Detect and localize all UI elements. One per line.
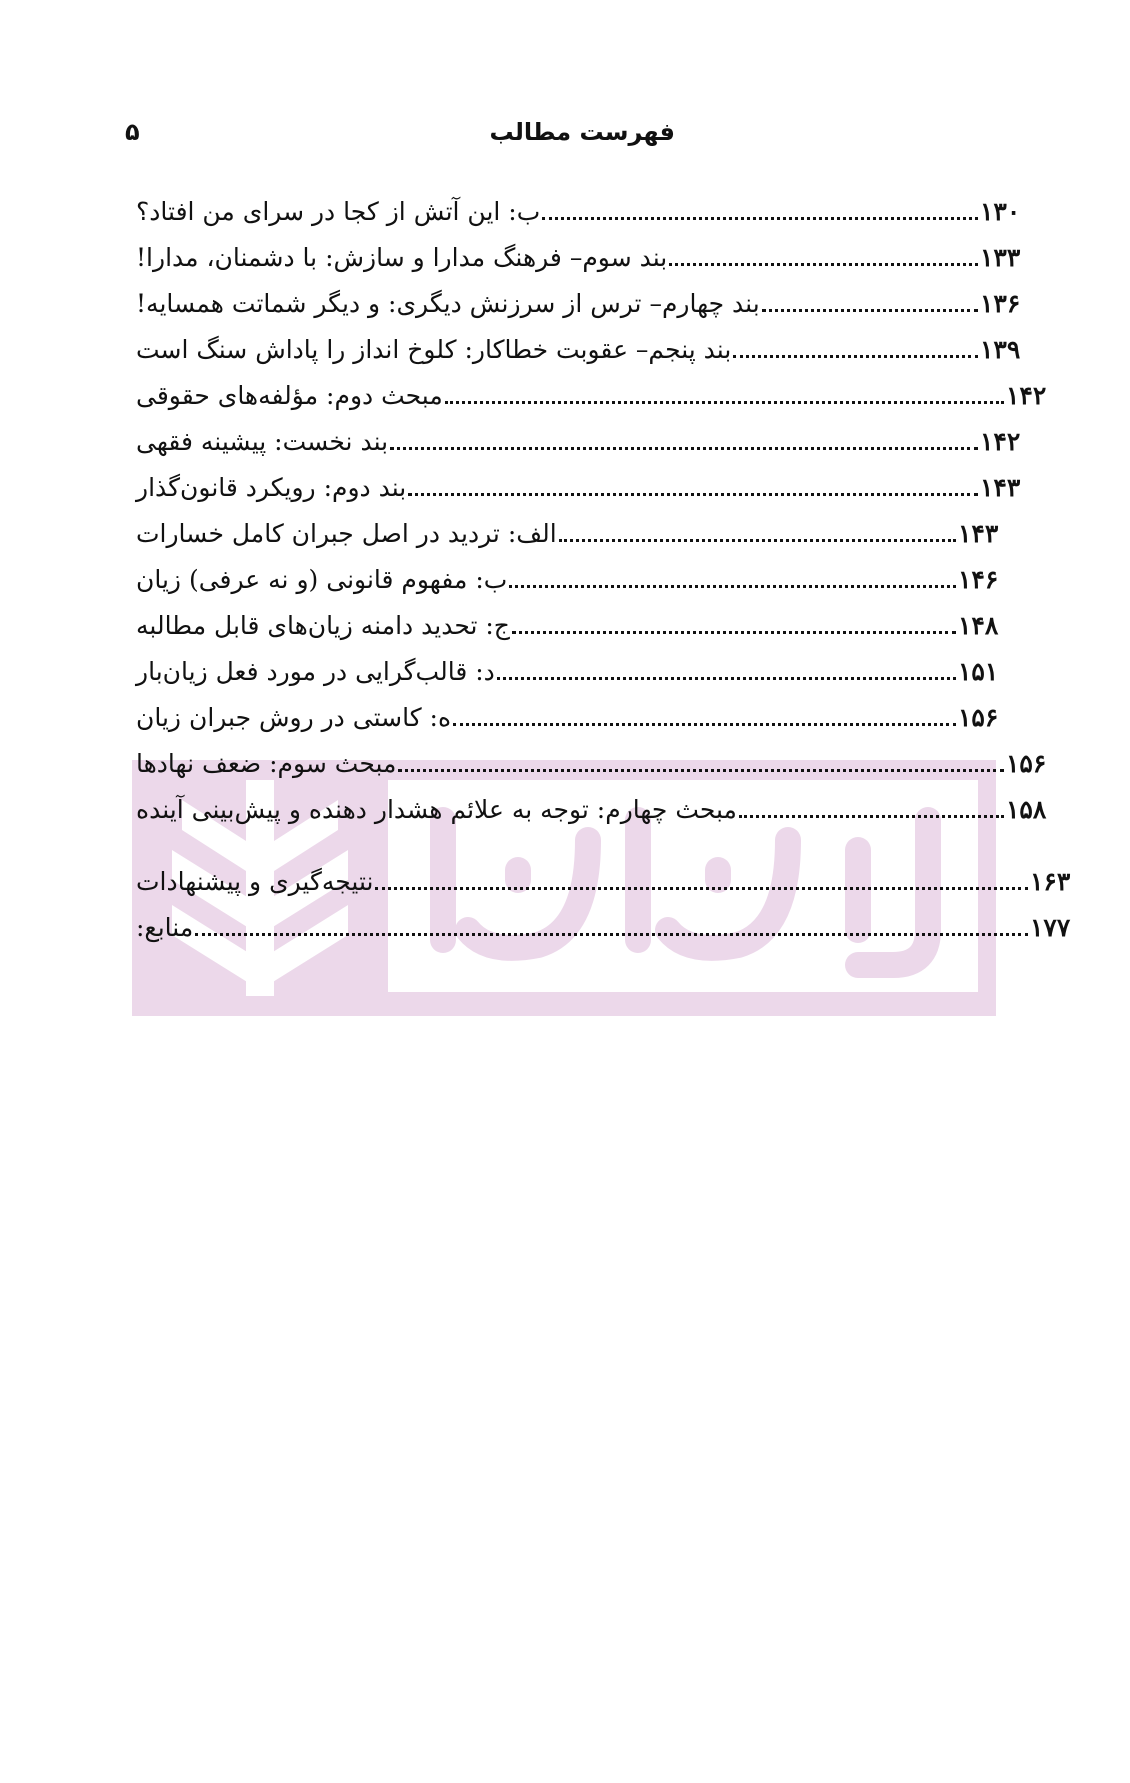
- toc-dot-leader: [445, 400, 1004, 404]
- toc-entry-title: مبحث چهارم: توجه به علائم هشدار دهنده و پیش‌بینی آینده: [136, 795, 737, 824]
- toc-entry-page: ۱۵۸: [1006, 795, 1047, 824]
- toc-entry[interactable]: [130, 466, 1028, 510]
- toc-dot-leader: [512, 630, 956, 634]
- toc-dot-leader: [408, 492, 978, 496]
- toc-entry-title: بند چهارم– ترس از سرزنش دیگری: و دیگر شماتت همسایه!: [136, 289, 760, 318]
- toc-entry[interactable]: [130, 420, 1028, 464]
- toc-dot-leader: [509, 584, 956, 588]
- toc-dot-leader: [669, 262, 978, 266]
- toc-entry-page: ۱۴۸: [958, 611, 999, 640]
- toc-dot-leader: [453, 722, 956, 726]
- toc-dot-leader: [375, 886, 1028, 890]
- toc-dot-leader: [390, 446, 978, 450]
- toc-entry-title: ج: تحدید دامنه زیان‌های قابل مطالبه: [136, 611, 510, 640]
- toc-entry-page: ۱۴۶: [958, 565, 999, 594]
- toc-entry-page: ۱۵۱: [958, 657, 999, 686]
- toc-entry-page: ۱۵۶: [958, 703, 999, 732]
- toc-entry-page: ۱۶۳: [1030, 867, 1071, 896]
- toc-entry[interactable]: [130, 650, 1006, 694]
- toc-entry[interactable]: [130, 236, 1028, 280]
- toc-entry[interactable]: [130, 788, 1054, 832]
- toc-entry-title: منابع:: [136, 913, 194, 942]
- toc-dot-leader: [559, 538, 956, 542]
- toc-entry[interactable]: [130, 282, 1028, 326]
- toc-entry-page: ۱۴۲: [1006, 381, 1047, 410]
- toc-entry[interactable]: [130, 328, 1028, 372]
- toc-entry-page: ۱۳۳: [980, 243, 1021, 272]
- toc-entry-title: د: قالب‌گرایی در مورد فعل زیان‌بار: [136, 657, 495, 686]
- toc-entry[interactable]: [130, 742, 1054, 786]
- toc-entry-page: ۱۴۳: [980, 473, 1021, 502]
- toc-dot-leader: [762, 308, 978, 312]
- toc-entry[interactable]: [130, 190, 1028, 234]
- toc-entry[interactable]: [130, 558, 1006, 602]
- toc-entry-page: ۱۴۲: [980, 427, 1021, 456]
- toc-entry-title: بند دوم: رویکرد قانون‌گذار: [136, 473, 407, 502]
- toc-dot-leader: [733, 354, 978, 358]
- toc-entry[interactable]: [130, 696, 1006, 740]
- toc-entry-title: ه: کاستی در روش جبران زیان: [136, 703, 452, 732]
- toc-entry-title: مبحث دوم: مؤلفه‌های حقوقی: [136, 381, 443, 410]
- toc-entry-title: مبحث سوم: ضعف نهادها: [136, 749, 397, 778]
- toc-entry-title: ب: مفهوم قانونی (و نه عرفی) زیان: [136, 565, 508, 594]
- toc-entry[interactable]: [130, 906, 1078, 950]
- toc-dot-leader: [497, 676, 956, 680]
- toc-entry-page: ۱۳۶: [980, 289, 1021, 318]
- toc-entry[interactable]: [130, 860, 1078, 904]
- toc-dot-leader: [195, 932, 1028, 936]
- toc-entry-page: ۱۴۳: [958, 519, 999, 548]
- toc-entry-page: ۱۷۷: [1030, 913, 1071, 942]
- toc-entry-page: ۱۳۰: [980, 197, 1021, 226]
- toc-entry-page: ۱۵۶: [1006, 749, 1047, 778]
- toc-entry-title: الف: تردید در اصل جبران کامل خسارات: [136, 519, 557, 548]
- toc-dot-leader: [739, 814, 1004, 818]
- toc-entry-title: ب: این آتش از کجا در سرای من افتاد؟: [136, 197, 541, 226]
- page-title: فهرست مطالب: [489, 118, 675, 146]
- page-header: [125, 118, 675, 158]
- toc-entry-title: نتیجه‌گیری و پیشنهادات: [136, 867, 374, 896]
- toc-entry[interactable]: [130, 512, 1006, 556]
- toc-dot-leader: [398, 768, 1004, 772]
- toc-entry[interactable]: [130, 604, 1006, 648]
- toc-entry-title: بند نخست: پیشینه فقهی: [136, 427, 389, 456]
- toc-entry-page: ۱۳۹: [980, 335, 1021, 364]
- page-number: ۵: [125, 118, 140, 146]
- toc-entry-title: بند سوم– فرهنگ مدارا و سازش: با دشمنان، مدارا!: [136, 243, 668, 272]
- toc-dot-leader: [542, 216, 978, 220]
- toc-entry-title: بند پنجم– عقوبت خطاکار: کلوخ انداز را پاداش سنگ است: [136, 335, 732, 364]
- toc-entry[interactable]: [130, 374, 1054, 418]
